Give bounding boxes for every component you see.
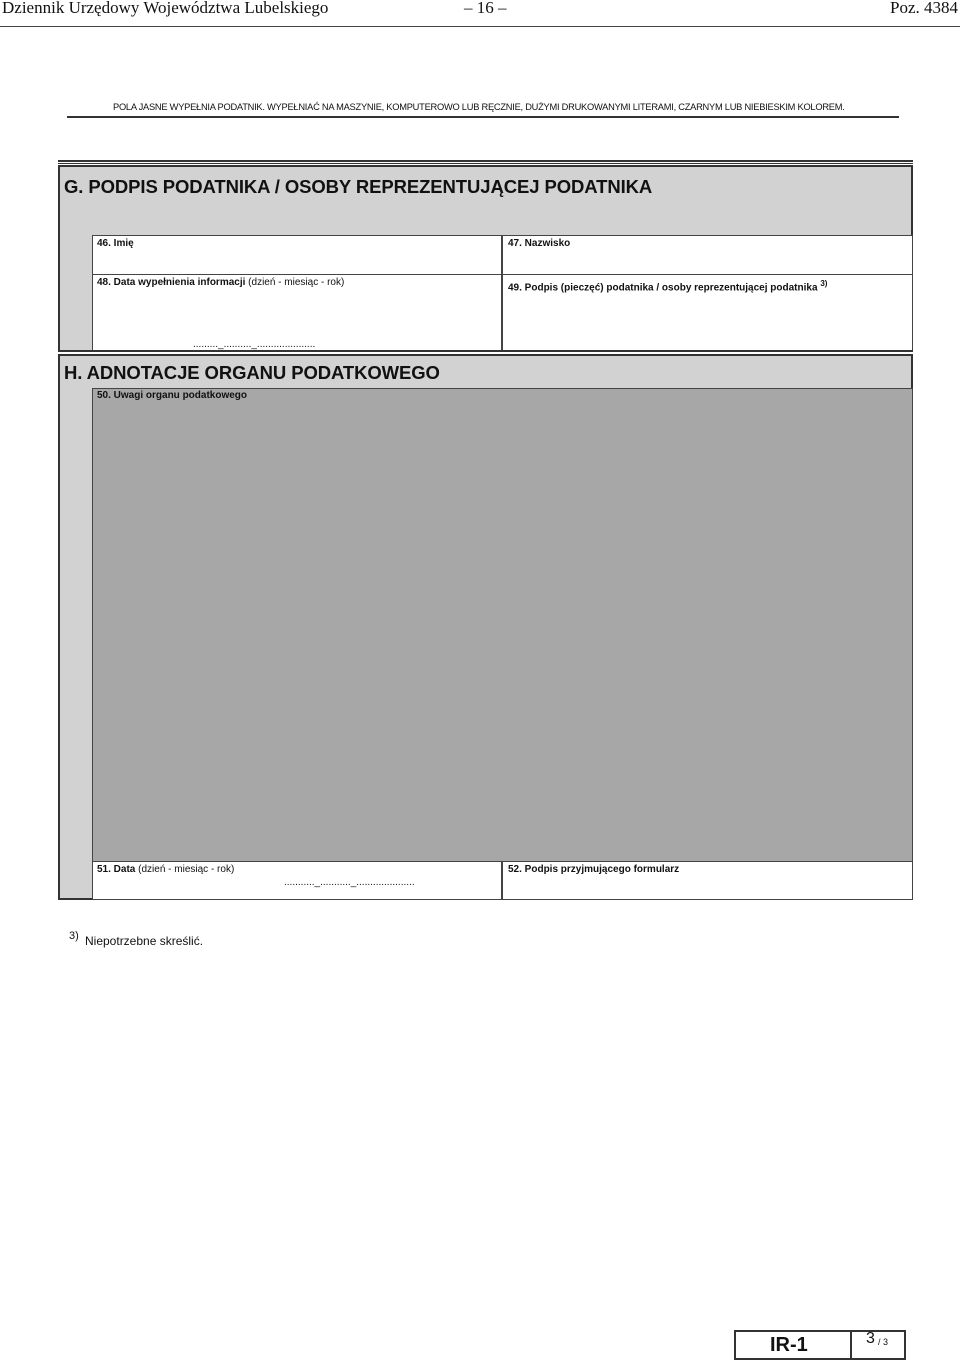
receipt-date-hint: (dzień - miesiąc - rok) xyxy=(138,864,235,875)
form-code-divider xyxy=(850,1330,852,1360)
fill-date-label-text: 48. Data wypełnienia informacji xyxy=(97,277,246,288)
fill-date-placeholder: ........._.........._..................... xyxy=(193,339,316,350)
receiver-signature-label: 52. Podpis przyjmującego formularz xyxy=(508,864,680,875)
page-number: – 16 – xyxy=(464,0,507,17)
taxpayer-signature-label xyxy=(508,279,827,293)
section-g-title: G. PODPIS PODATNIKA / OSOBY REPREZENTUJĄCEJ PODATNIKA xyxy=(64,176,653,197)
fill-date-label xyxy=(97,277,344,288)
header-divider xyxy=(0,26,960,27)
footnote-text: Niepotrzebne skreślić. xyxy=(85,934,204,948)
receipt-date-placeholder: ..........._..........._..................... xyxy=(284,877,415,888)
tax-office-remarks-label: 50. Uwagi organu podatkowego xyxy=(97,390,248,401)
taxpayer-signature-label-text: 49. Podpis (pieczęć) podatnika / osoby reprezentującej podatnika xyxy=(508,282,818,294)
form-code: IR-1 xyxy=(770,1334,808,1356)
form-instructions: POLA JASNE WYPEŁNIA PODATNIK. WYPEŁNIAĆ NA MASZYNIE, KOMPUTEROWO LUB RĘCZNIE, DUŻYMI DRUKOWANYMI LITERAMI, CZARNYM LUB NIEBIESKIM KOLOREM. xyxy=(113,102,845,112)
section-g-top-rule xyxy=(58,160,913,164)
instructions-divider xyxy=(67,116,899,118)
form-page-number: 3 xyxy=(866,1330,875,1347)
receipt-date-label-text: 51. Data xyxy=(97,864,136,875)
fill-date-hint: (dzień - miesiąc - rok) xyxy=(248,277,345,288)
footnote-ref: 3) xyxy=(820,279,828,288)
section-h-title: H. ADNOTACJE ORGANU PODATKOWEGO xyxy=(64,362,440,383)
last-name-label: 47. Nazwisko xyxy=(508,238,571,249)
first-name-field[interactable] xyxy=(92,235,502,275)
form-page-total: / 3 xyxy=(878,1337,889,1347)
first-name-label: 46. Imię xyxy=(97,238,134,249)
receipt-date-label xyxy=(97,864,234,875)
tax-office-remarks-field xyxy=(92,388,913,862)
section-separator xyxy=(58,350,913,356)
position-number: Poz. 4384 xyxy=(890,0,958,17)
journal-title: Dziennik Urzędowy Województwa Lubelskiego xyxy=(2,0,329,17)
footnote-marker: 3) xyxy=(69,930,79,942)
